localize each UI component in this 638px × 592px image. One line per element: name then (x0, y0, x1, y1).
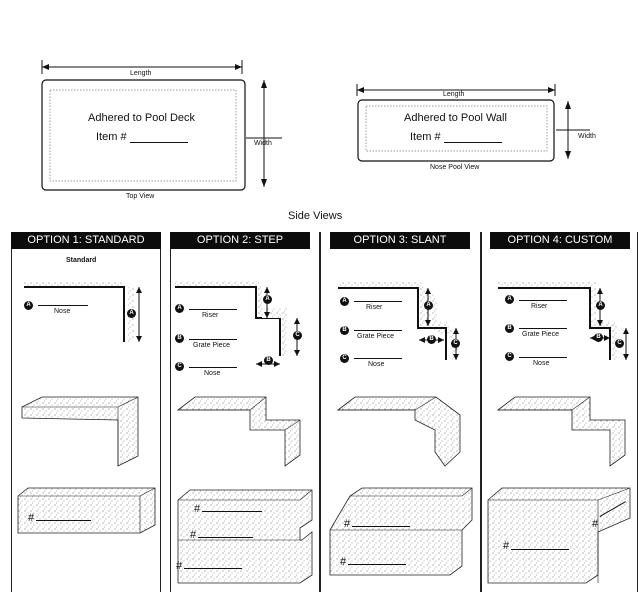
riser-label: Riser (531, 303, 548, 310)
option-4-3d-long-piece (488, 488, 630, 583)
dim-marker-a: A (263, 295, 272, 304)
marker-c: C (175, 362, 184, 371)
grate-line (189, 339, 237, 340)
option-3-header: OPTION 3: SLANT (330, 232, 470, 249)
option-1-3d-piece (22, 397, 138, 466)
option-1-3d-long-piece (18, 488, 155, 533)
option-4-profile (498, 282, 629, 360)
dim-marker-c: C (451, 339, 460, 348)
nose-line (189, 367, 237, 368)
marker-a: A (175, 304, 184, 313)
option-1-header: OPTION 1: STANDARD (11, 232, 161, 249)
dim-marker-b: B (264, 356, 273, 365)
dim-marker-a: A (127, 309, 136, 318)
nose-width-label: Width (578, 133, 596, 140)
dim-marker-b: B (427, 335, 436, 344)
marker-a: A (24, 301, 33, 310)
riser-label: Riser (202, 312, 219, 319)
item-line (348, 564, 406, 565)
marker-b: B (505, 324, 514, 333)
option-4-header: OPTION 4: CUSTOM (490, 232, 630, 249)
marker-b: B (175, 334, 184, 343)
length-label: Length (130, 70, 152, 77)
dim-marker-a: A (596, 301, 605, 310)
item-hash: # (28, 512, 35, 524)
nose-label: Nose (533, 360, 550, 367)
riser-line (354, 301, 402, 302)
item-hash: # (190, 529, 197, 541)
grate-label: Grate Piece (357, 333, 394, 340)
nose-item-label: Item # (410, 131, 441, 143)
dim-marker-a: A (424, 301, 433, 310)
item-line (198, 537, 253, 538)
dim-marker-c: C (615, 339, 624, 348)
nose-line (38, 305, 88, 306)
nose-label: Nose (204, 370, 221, 377)
nose-view-title: Adhered to Pool Wall (404, 112, 507, 124)
item-line (352, 526, 410, 527)
item-line (184, 568, 242, 569)
width-label: Width (254, 140, 272, 147)
option-3-profile (338, 282, 459, 360)
item-hash: # (194, 503, 201, 515)
item-hash: # (592, 518, 599, 530)
item-hash: # (344, 518, 351, 530)
side-views-title: Side Views (288, 210, 343, 222)
grate-label: Grate Piece (193, 342, 230, 349)
option-2-profile (175, 281, 300, 367)
marker-c: C (340, 354, 349, 363)
item-label: Item # (96, 131, 127, 143)
item-line (511, 549, 569, 550)
grate-line (519, 328, 567, 329)
top-view-title: Adhered to Pool Deck (88, 112, 196, 124)
marker-b: B (340, 326, 349, 335)
item-hash: # (503, 540, 510, 552)
nose-line (519, 357, 567, 358)
grate-line (354, 330, 402, 331)
marker-a: A (505, 295, 514, 304)
riser-line (519, 300, 567, 301)
option-2-3d-piece (178, 397, 300, 466)
option-4-3d-piece (498, 397, 625, 466)
grate-label: Grate Piece (522, 331, 559, 338)
nose-label: Nose (54, 308, 71, 315)
dim-marker-c: C (293, 331, 302, 340)
marker-c: C (505, 352, 514, 361)
item-line (36, 520, 91, 521)
nose-view-caption: Nose Pool View (430, 164, 480, 171)
riser-label: Riser (366, 304, 383, 311)
option-3-3d-piece (338, 397, 460, 466)
item-line (202, 511, 262, 512)
item-hash: # (176, 560, 183, 572)
nose-line (354, 358, 402, 359)
dim-marker-b: B (594, 333, 603, 342)
option-1-subtitle: Standard (66, 257, 97, 264)
option-3-3d-long-piece (330, 488, 472, 575)
marker-a: A (340, 297, 349, 306)
top-view-caption: Top View (126, 193, 155, 200)
item-hash: # (340, 556, 347, 568)
nose-label: Nose (368, 361, 385, 368)
option-2-header: OPTION 2: STEP (170, 232, 310, 249)
riser-line (189, 309, 237, 310)
nose-length-label: Length (443, 91, 465, 98)
option-1-profile (24, 282, 142, 342)
